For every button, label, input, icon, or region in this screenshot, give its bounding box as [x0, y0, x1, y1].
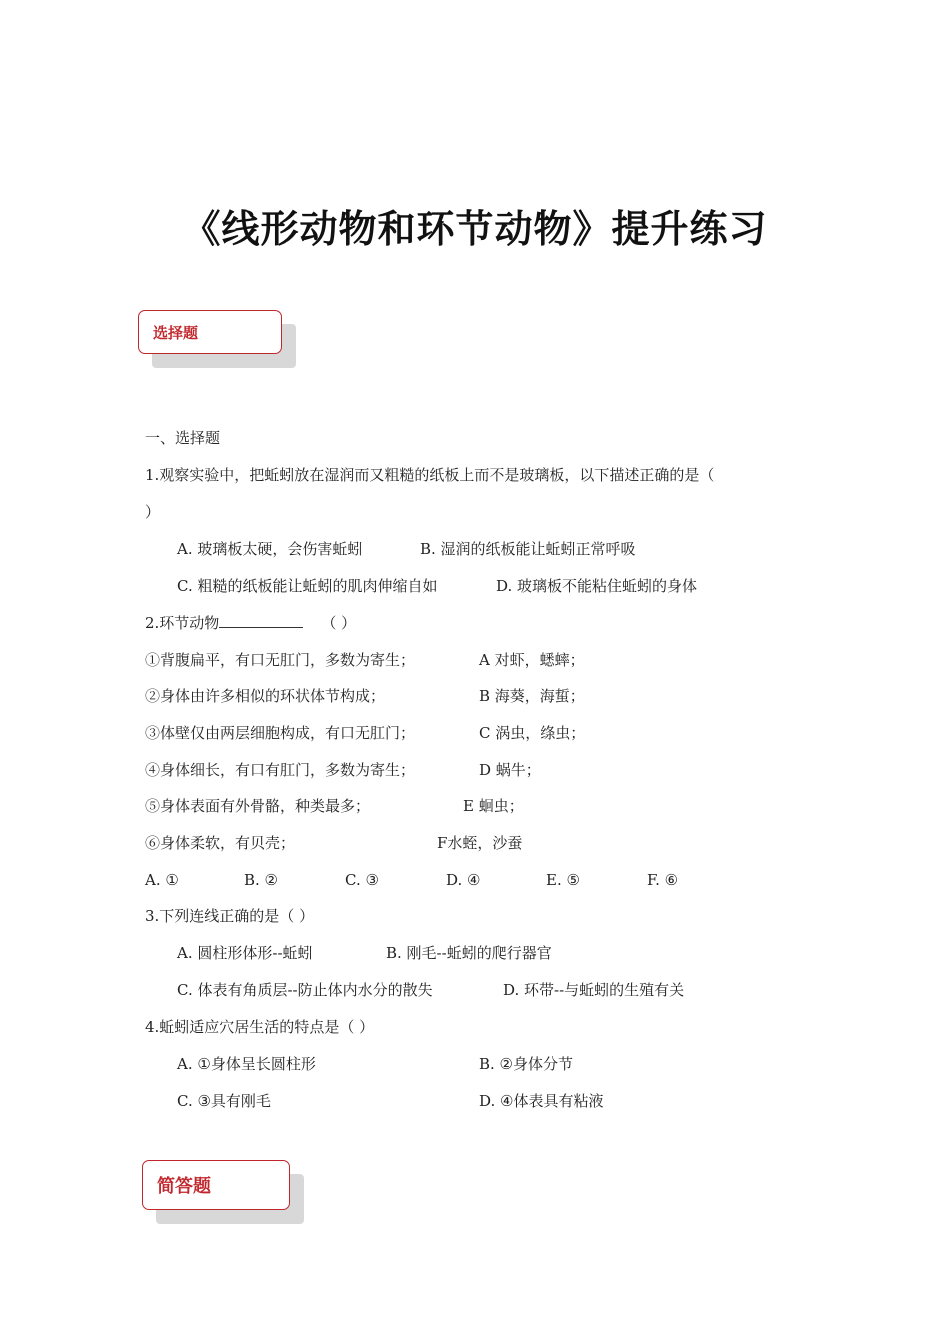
q1-option-b: B. 湿润的纸板能让蚯蚓正常呼吸: [420, 540, 636, 558]
q4-option-a: A. ①身体呈长圆柱形: [177, 1055, 316, 1073]
q3-option-a: A. 圆柱形体形--蚯蚓: [177, 944, 313, 962]
q2-row-5-left: ⑤身体表面有外骨骼，种类最多；: [145, 797, 371, 815]
q3-option-b: B. 刚毛--蚯蚓的爬行器官: [386, 944, 552, 962]
q2-row-1-left: ①背腹扁平，有口无肛门，多数为寄生；: [145, 651, 416, 669]
q2-row-5-right: E 蛔虫；: [463, 797, 524, 815]
tag-label-short-answer: 简答题: [142, 1160, 290, 1210]
q2-row-1-right: A 对虾，蟋蟀；: [479, 651, 585, 669]
q2-row-3-right: C 涡虫，绦虫；: [479, 724, 586, 742]
tag-label-choice: 选择题: [138, 310, 282, 354]
q3-option-d: D. 环带--与蚯蚓的生殖有关: [503, 981, 685, 999]
q2-stem: [145, 613, 356, 633]
q4-stem: 4.蚯蚓适应穴居生活的特点是（ ）: [145, 1018, 375, 1036]
q2-row-2-left: ②身体由许多相似的环状体节构成；: [145, 687, 386, 705]
q4-option-c: C. ③具有刚毛: [177, 1092, 271, 1110]
q4-option-b: B. ②身体分节: [479, 1055, 574, 1073]
q3-option-c: C. 体表有角质层--防止体内水分的散失: [177, 981, 433, 999]
q1-option-a: A. 玻璃板太硬，会伤害蚯蚓: [177, 540, 363, 558]
q1-option-d: D. 玻璃板不能粘住蚯蚓的身体: [496, 577, 698, 595]
q2-row-2-right: B 海葵，海蜇；: [479, 687, 585, 705]
page-title: 《线形动物和环节动物》提升练习: [182, 207, 768, 251]
q4-option-d: D. ④体表具有粘液: [479, 1092, 604, 1110]
q1-stem-line1: 1.观察实验中，把蚯蚓放在湿润而又粗糙的纸板上而不是玻璃板，以下描述正确的是（: [145, 466, 715, 484]
q2-row-4-right: D 蜗牛；: [479, 761, 541, 779]
answer-blank: [219, 613, 303, 628]
q1-stem-line2: ）: [145, 503, 161, 521]
q3-stem: 3.下列连线正确的是（ ）: [145, 907, 315, 925]
q1-option-c: C. 粗糙的纸板能让蚯蚓的肌肉伸缩自如: [177, 577, 438, 595]
q2-option-a: A. ①: [145, 871, 179, 889]
q2-option-c: C. ③: [345, 871, 379, 889]
q2-row-3-left: ③体壁仅由两层细胞构成，有口无肛门；: [145, 724, 416, 742]
q2-row-6-right: F水蛭，沙蚕: [437, 834, 523, 852]
q2-option-d: D. ④: [446, 871, 481, 889]
q2-stem-suffix: （ ）: [321, 614, 357, 632]
q2-option-b: B. ②: [244, 871, 279, 889]
q2-option-f: F. ⑥: [647, 871, 679, 889]
q2-row-6-left: ⑥身体柔软，有贝壳；: [145, 834, 296, 852]
q2-option-e: E. ⑤: [546, 871, 580, 889]
q2-row-4-left: ④身体细长，有口有肛门，多数为寄生；: [145, 761, 416, 779]
section-heading: 一、选择题: [145, 429, 221, 447]
q2-stem-prefix: 2.环节动物: [145, 614, 220, 632]
